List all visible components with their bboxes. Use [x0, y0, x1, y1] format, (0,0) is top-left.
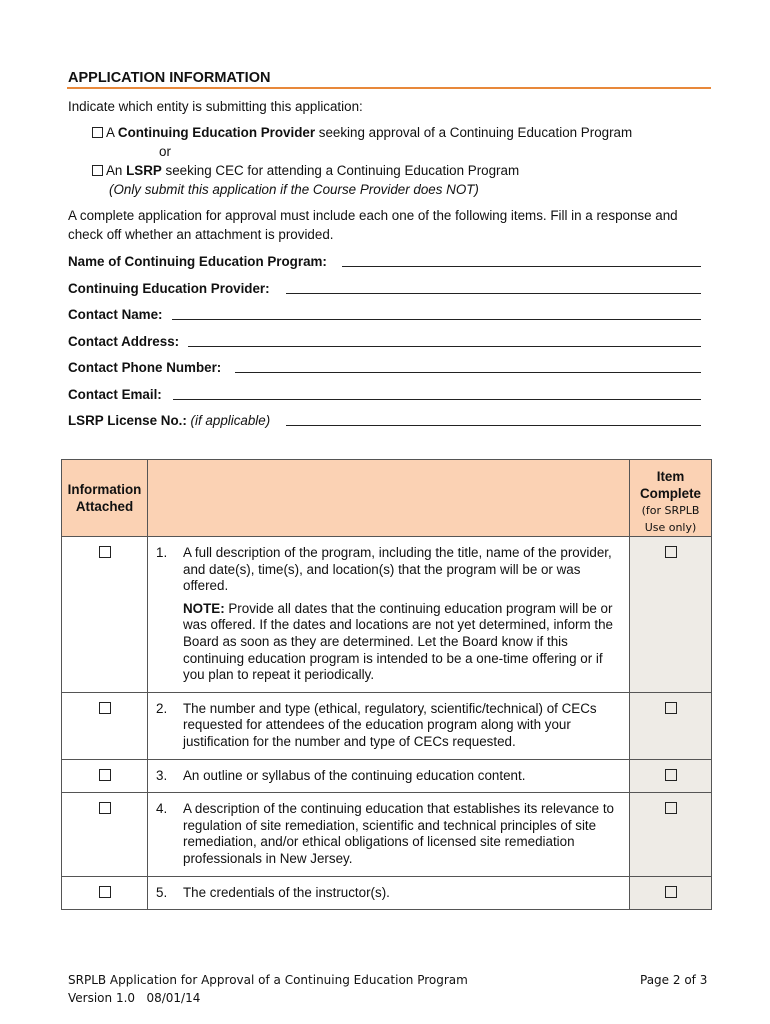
- contact-phone-field[interactable]: [235, 372, 701, 373]
- item-number: 2.: [156, 700, 168, 716]
- header-complete-line2: Complete: [639, 486, 701, 501]
- provider-label: Continuing Education Provider:: [68, 281, 270, 296]
- table-row: [62, 793, 712, 876]
- footer-version: Version 1.0 08/01/14: [68, 991, 201, 1005]
- item-number: 1.: [156, 545, 168, 560]
- item-text: A description of the continuing education that establishes its relevance to regulation of site remediation, scientific and technical principles of site remediation, and/or ethical obligations of licensed site remediation professionals in New Jersey.: [183, 801, 615, 866]
- attached-checkbox-3[interactable]: [99, 769, 111, 781]
- contact-name-label: Contact Name:: [68, 307, 163, 322]
- description-cell: [148, 876, 630, 910]
- section-title: APPLICATION INFORMATION: [68, 70, 271, 86]
- attached-cell: [62, 759, 148, 793]
- complete-checkbox-3[interactable]: [665, 769, 677, 781]
- description-cell: [148, 537, 630, 693]
- item-number: 4.: [156, 801, 168, 817]
- complete-checkbox-5[interactable]: [665, 886, 677, 898]
- option-lsrp[interactable]: [92, 162, 519, 179]
- footer-page-number: Page 2 of 3: [640, 973, 708, 987]
- contact-name-field[interactable]: [172, 319, 701, 320]
- note-label: NOTE:: [183, 600, 225, 616]
- item-note: [183, 601, 617, 684]
- complete-cell: [630, 793, 712, 876]
- table-row: [62, 876, 712, 910]
- item-text: The number and type (ethical, regulatory, scientific/technical) of CECs requested for attendees of the education program along with your justification for the number and type of CECs requested.: [183, 700, 597, 749]
- option-lsrp-bold: LSRP: [126, 163, 162, 178]
- attached-cell: [62, 793, 148, 876]
- entity-prompt: Indicate which entity is submitting this application:: [68, 99, 363, 114]
- header-information-attached: [62, 460, 148, 537]
- attached-checkbox-2[interactable]: [99, 702, 111, 714]
- table-header-row: [62, 460, 712, 537]
- option-lsrp-suffix: seeking CEC for attending a Continuing Education Program: [161, 163, 520, 178]
- item-text: A full description of the program, including the title, name of the provider, and date(s), time(s), and location(s) that the program will be or was offered.: [183, 545, 612, 594]
- header-complete-line4: Use only): [644, 521, 697, 534]
- attached-cell: [62, 537, 148, 693]
- contact-address-field[interactable]: [188, 346, 701, 347]
- table-row: [62, 537, 712, 693]
- description-cell: [148, 759, 630, 793]
- instructions-line-2: check off whether an attachment is provided.: [68, 227, 334, 242]
- option-provider-bold: Continuing Education Provider: [117, 125, 316, 140]
- option-provider[interactable]: [92, 124, 632, 141]
- complete-cell: [630, 759, 712, 793]
- lsrp-license-note: (if applicable): [190, 413, 271, 428]
- attached-checkbox-1[interactable]: [99, 546, 111, 558]
- program-name-label: Name of Continuing Education Program:: [68, 254, 327, 269]
- attached-cell: [62, 876, 148, 910]
- table-row: [62, 692, 712, 759]
- lsrp-checkbox[interactable]: [92, 165, 103, 176]
- contact-address-label: Contact Address:: [68, 334, 180, 349]
- option-lsrp-note: (Only submit this application if the Course Provider does NOT): [109, 182, 479, 197]
- item-number: 3.: [156, 767, 168, 783]
- provider-checkbox[interactable]: [92, 127, 103, 138]
- header-item-complete: [630, 460, 712, 537]
- header-info-line1: Information: [67, 482, 142, 497]
- description-cell: [148, 692, 630, 759]
- section-divider: [67, 87, 711, 89]
- table-row: [62, 759, 712, 793]
- program-name-field[interactable]: [342, 266, 701, 267]
- description-cell: [148, 793, 630, 876]
- item-text: The credentials of the instructor(s).: [183, 884, 390, 900]
- complete-cell: [630, 692, 712, 759]
- header-complete-line1: Item: [656, 469, 685, 484]
- complete-checkbox-2[interactable]: [665, 702, 677, 714]
- complete-cell: [630, 876, 712, 910]
- provider-field[interactable]: [286, 293, 701, 294]
- complete-cell: [630, 537, 712, 693]
- complete-checkbox-1[interactable]: [665, 546, 677, 558]
- footer-doc-title: SRPLB Application for Approval of a Continuing Education Program: [68, 973, 468, 987]
- or-text: or: [159, 144, 171, 159]
- attached-cell: [62, 692, 148, 759]
- option-lsrp-prefix: An: [105, 163, 127, 178]
- note-text: Provide all dates that the continuing education program will be or was offered. If the dates and locations are not yet determined, inform the Board as soon as they are determined. Let the Board know if this continuing education program is intended to be a one-time offering or if you plan to repeat it periodically.: [183, 600, 613, 683]
- item-text: An outline or syllabus of the continuing education content.: [183, 767, 526, 783]
- header-complete-line3: (for SRPLB: [641, 504, 700, 517]
- contact-email-field[interactable]: [173, 399, 701, 400]
- lsrp-license: [68, 412, 270, 429]
- attached-checkbox-5[interactable]: [99, 886, 111, 898]
- lsrp-license-field[interactable]: [286, 425, 701, 426]
- complete-checkbox-4[interactable]: [665, 802, 677, 814]
- option-provider-prefix: A: [105, 125, 118, 140]
- attachments-table: [61, 459, 712, 910]
- contact-phone-label: Contact Phone Number:: [68, 360, 222, 375]
- header-description: [148, 460, 630, 537]
- lsrp-license-label: LSRP License No.:: [68, 413, 187, 428]
- option-provider-suffix: seeking approval of a Continuing Education Program: [315, 125, 633, 140]
- item-number: 5.: [156, 884, 168, 900]
- instructions-line-1: A complete application for approval must include each one of the following items. Fill in a response and: [68, 208, 678, 223]
- contact-email-label: Contact Email:: [68, 387, 162, 402]
- header-info-line2: Attached: [75, 499, 134, 514]
- attached-checkbox-4[interactable]: [99, 802, 111, 814]
